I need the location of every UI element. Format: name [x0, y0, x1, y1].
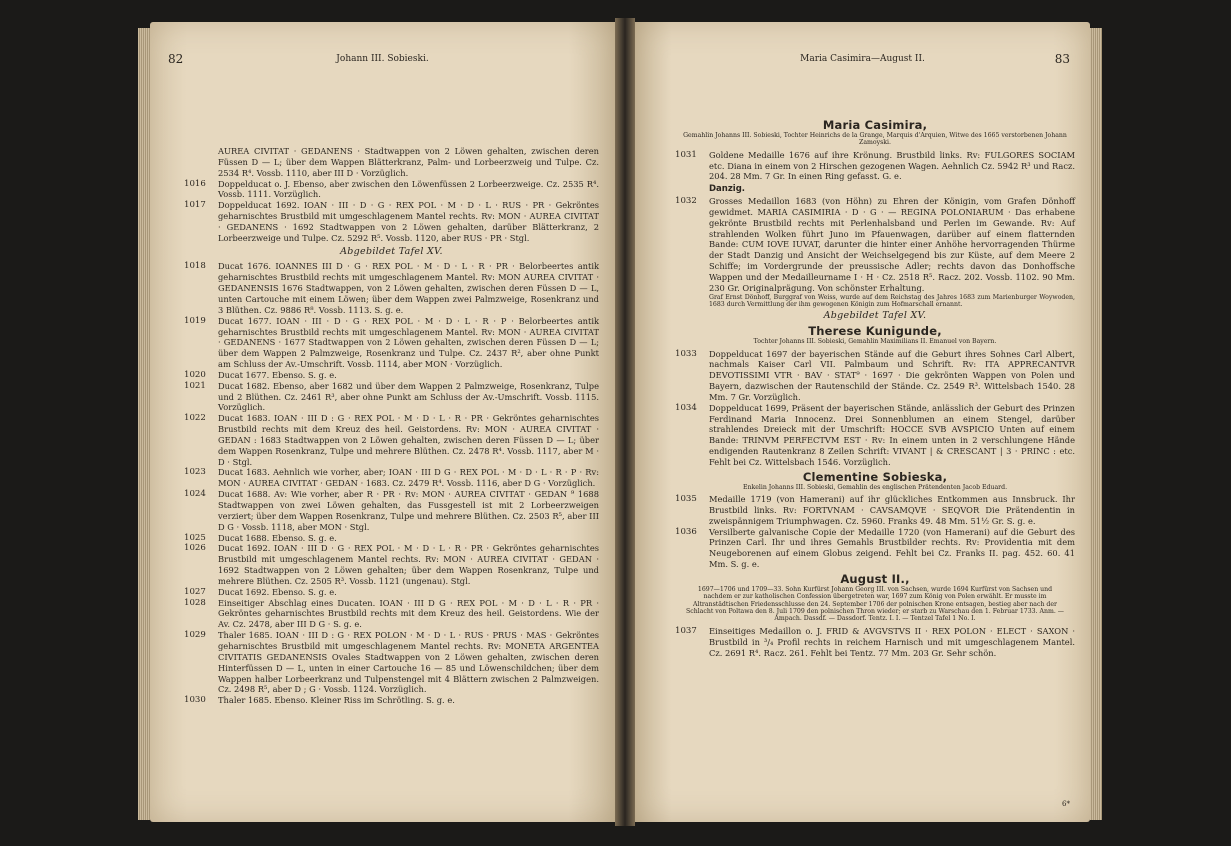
entry-number: 1022	[184, 413, 206, 424]
catalog-entry	[675, 527, 1075, 570]
entry-number: 1028	[184, 597, 206, 608]
section-subtitle: Gemahlin Johanns III. Sobieski, Tochter Heinrichs de la Grange, Marquis d'Arquien, Witwe des 1665 verstorbenen Johann Zamoyski.	[683, 131, 1067, 147]
catalog-entry	[675, 349, 1075, 403]
catalog-entry	[184, 370, 599, 381]
catalog-entry	[184, 695, 599, 706]
plate-reference: Abgebildet Tafel XV.	[823, 310, 927, 322]
entry-number: 1024	[184, 489, 206, 500]
entry-number: 1036	[675, 526, 697, 537]
entry-number: 1020	[184, 369, 206, 380]
entry-text: Ducat 1688. Av: Wie vorher, aber R · PR · Rv: MON · AUREA CIVITAT · GEDAN ⁹ 1688 Stadtwappen von zwei Löwen gehalten, das Fussgestell ist mit 2 Lorbeerzweigen verziert; über dem Wappen Rosenkranz, Tulpe und mehrere Blüthen. Cz. 2503 R⁵, aber III D G · Vossb. 1118, aber MON · Stgl.	[218, 489, 599, 532]
right-column	[675, 116, 1075, 658]
plate-reference: Abgebildet Tafel XV.	[340, 245, 443, 257]
entry-number: 1019	[184, 315, 206, 326]
running-head: Johann III. Sobieski.	[336, 54, 429, 64]
entry-number: 1034	[675, 402, 697, 413]
entry-number: 1032	[675, 196, 697, 207]
continued-entry: AUREA CIVITAT · GEDANENS · Stadtwappen von 2 Löwen gehalten, zwischen deren Füssen D — L; über dem Wappen Blätterkranz, Palm- und Lorbeerzweig und Tulpe. Cz. 2534 R⁴. Vossb. 1110, aber III D · Vorzüglich.	[218, 146, 599, 178]
catalog-entry	[184, 467, 599, 489]
catalog-entry	[184, 200, 599, 243]
section-subtitle: 1697—1706 und 1709—33. Sohn Kurfürst Johann Georg III. von Sachsen, wurde 1694 Kurfürst von Sachsen und nachdem er zur katholischen Confession übergetreten war, 1697 zum König von Polen erwählt. Er musste im Altranstädtischen Friedensschlusse den 24. September 1706 der polnischen Krone entsagen, bestieg aber nach der Schlacht von Poltawa den 8. Juli 1709 den polnischen Thron wieder; er starb zu Warschau den 1. Februar 1733. Anm. — Ampach. Dassdf. — Dassdorf. Tentz. I. I. — Tentzel Tafel 1 No. I.	[686, 585, 1064, 623]
catalog-entry	[184, 179, 599, 201]
section-title: Clementine Sobieska,	[802, 469, 948, 484]
entry-text: Goldene Medaille 1676 auf ihre Krönung. Brustbild links. Rv: FULGORES SOCIAM etc. Diana in einem von 2 Hirschen gezogenen Wagen. Aehnlich Cz. 5942 R³ und Racz. 204. 28 Mm. 7 Gr. In einen Ring gefasst. G. e.	[709, 149, 1075, 182]
entry-number: 1027	[184, 586, 206, 597]
catalog-entry	[184, 381, 599, 414]
catalog-entry	[184, 587, 599, 598]
right-page	[635, 22, 1090, 822]
entry-text: Versilberte galvanische Copie der Medaille 1720 (von Hamerani) auf die Geburt des Prinzen Carl. Ihr und ihres Gemahls Brustbilder rechts. Rv: Providentia mit dem Neugeborenen auf einem Globus zeigend. Fehlt bei Cz. Franks II. pag. 452. 60. 41 Mm. S. g. e.	[709, 526, 1075, 570]
page-number: 83	[1054, 52, 1070, 66]
footnote: Graf Ernst Dönhoff, Burggraf von Weiss, wurde auf dem Reichstag des Jahres 1683 zum Marienburger Woywoden, 1683 durch Vermittlung der ihm gewogenen Königin zum Hofmarschall ernannt.	[709, 293, 1075, 309]
book-gutter	[615, 18, 635, 826]
left-column	[184, 146, 599, 706]
running-head: Maria Casimira—August II.	[800, 54, 925, 64]
left-page-edges	[138, 28, 150, 820]
entry-number: 1021	[184, 380, 206, 391]
entry-text: Doppelducat 1692. IOAN · III · D · G · REX POL · M · D · L · RUS · PR · Gekröntes geharnischtes Brustbild mit umgeschlagenem Mantel rechts. Rv: MON · AUREA CIVITAT · GEDANENS · 1692 Stadtwappen von 2 Löwen gehalten, darüber Blätterkranz, 2 Lorbeerzweige und Tulpe. Cz. 5292 R⁵. Vossb. 1120, aber RUS · PR · Stgl.	[218, 200, 599, 243]
section-title: Therese Kunigunde,	[808, 324, 942, 339]
entry-text: Ducat 1692. Ebenso. S. g. e.	[218, 586, 337, 597]
signature-mark: 6*	[1062, 800, 1070, 808]
section-title: Maria Casimira,	[822, 118, 928, 132]
entry-text: Ducat 1692. IOAN · III D · G · REX POL · M · D · L · R · PR · Gekröntes geharnischtes Brustbild mit umgeschlagenem Mantel rechts. Rv: MON · AUREA CIVITAT · GEDAN · 1692 Stadtwappen von 2 Löwen gehalten; über dem Wappen Rosenkranz, Tulpe und mehrere Blüthen. Cz. 2505 R³. Vossb. 1121 (ungenau). Stgl.	[218, 543, 599, 586]
entry-text: Ducat 1677. IOAN · III · D · G · REX POL · M · D · L · R · P · Belorbeertes antik geharnischtes Brustbild rechts mit umgeschlagenem Mantel. Rv: MON · AUREA CIVITAT · GEDANENS · 1677 Stadtwappen von 2 Löwen gehalten, zwischen deren Füssen D — L; über dem Wappen 2 Palmzweige, Rosenkranz und Tulpe. Cz. 2437 R², aber ohne Punkt am Schluss der Av.-Umschrift. Vossb. 1114, aber MON · Vorzüglich.	[218, 315, 599, 370]
catalog-entry	[184, 533, 599, 544]
entry-text: Ducat 1688. Ebenso. S. g. e.	[218, 532, 337, 543]
catalog-entry	[675, 150, 1075, 183]
entry-text: Grosses Medaillon 1683 (von Höhn) zu Ehren der Königin, vom Grafen Dönhoff gewidmet. MARIA CASIMIRIA · D · G · — REGINA POLONIARUM · Das erhabene gekrönte Brustbild rechts mit Perlenhalsband und Perlen im Gewande. Rv: Auf strahlenden Wolken führt Juno im Pfauenwagen, darüber auf einem flatternden Bande: CUM IOVE IUVAT, darunter die hinter einer Anhöhe hervorragenden Thürme der Stadt Danzig und Ansicht der Weichselgegend bis zur Küste, auf dem Meere 2 Schiffe; im Vordergrunde der preussische Adler; rechts davon das Donhoffsche Wappen und der Medailleurname I · H · Cz. 2518 R⁵. Racz. 202. Vossb. 1102. 90 Mm. 230 Gr. Originalprägung. Von schönster Erhaltung.	[709, 196, 1075, 293]
entry-number: 1025	[184, 532, 206, 543]
catalog-entry	[675, 626, 1075, 659]
right-page-edges	[1090, 28, 1102, 820]
entry-text: Thaler 1685. IOAN · III D : G · REX POLON · M · D · L · RUS · PRUS · MAS · Gekröntes geharnischtes Brustbild mit umgeschlagenem Mantel rechts. Rv: MONETA ARGENTEA CIVITATIS GEDANENSIS Ovales Stadtwappen von 2 Löwen gehalten, zwischen deren Hinterfüssen D — L, unten in einer Cartouche 16 — 85 und Löwenschildchen; über dem Wappen halber Lorbeerkranz und Tulpenstengel mit 4 Blättern zwischen 2 Palmzweigen. Cz. 2498 R⁵, aber D ; G · Vossb. 1124. Vorzüglich.	[218, 630, 599, 695]
entry-number: 1029	[184, 630, 206, 641]
entry-text: Medaille 1719 (von Hamerani) auf ihr glückliches Entkommen aus Innsbruck. Ihr Brustbild links. Rv: FORTVNAM · CAVSAMQVE · SEQVOR Die Prätendentin in zweispännigem Triumphwagen. Cz. 5960. Franks 49. 48 Mm. 51½ Gr. S. g. e.	[709, 494, 1075, 526]
catalog-entry	[184, 316, 599, 370]
entry-number: 1018	[184, 261, 206, 272]
catalog-entry	[184, 489, 599, 532]
subheading: Danzig.	[709, 184, 746, 195]
entry-text: Doppelducat o. J. Ebenso, aber zwischen den Löwenfüssen 2 Lorbeerzweige. Cz. 2535 R⁴. Vossb. 1111. Vorzüglich.	[218, 178, 599, 200]
entry-number: 1033	[675, 348, 697, 359]
catalog-entry	[184, 413, 599, 467]
entry-number: 1023	[184, 467, 206, 478]
catalog-entry	[184, 598, 599, 631]
catalog-entry	[184, 630, 599, 695]
section-subtitle: Enkelin Johanns III. Sobieski, Gemahlin des englischen Prätendenten Jacob Eduard.	[742, 483, 1008, 491]
catalog-entry	[675, 196, 1075, 294]
entry-text: Ducat 1683. IOAN · III D : G · REX POL · M · D · L · R · PR · Gekröntes geharnischtes Brustbild rechts mit dem Kreuz des heil. Geistordens. Rv: MON · AUREA CIVITAT · GEDAN : 1683 Stadtwappen von 2 Löwen gehalten, zwischen deren Füssen D — L; über dem Wappen Rosenkranz, Tulpe und mehrere Blüthen. Cz. 2478 R⁴. Vossb. 1117, aber M · D · Stgl.	[218, 413, 599, 467]
section-title: August II.,	[840, 571, 910, 586]
entry-text: Doppelducat 1697 der bayerischen Stände auf die Geburt ihres Sohnes Carl Albert, nachmals Kaiser Carl VII. Palmbaum und Schrift. Rv: ITA APPRECANTVR DEVOTISSIMI VTR · BAV · STAT⁹ · 1697 · Die gekrönten Wappen von Polen und Bayern, dazwischen der Rautenschild der Stände. Cz. 2549 R³. Wittelsbach 1540. 28 Mm. 7 Gr. Vorzüglich.	[709, 348, 1075, 402]
left-page	[150, 22, 615, 822]
entry-text: Einseitiger Abschlag eines Ducaten. IOAN · III D G · REX POL · M · D · L · R · PR · Gekröntes geharnischtes Brustbild rechts mit dem Kreuz des heil. Geistordens. Wie der Av. Cz. 2478, aber III D G · S. g. e.	[218, 597, 599, 630]
entry-text: Thaler 1685. Ebenso. Kleiner Riss im Schrötling. S. g. e.	[218, 695, 455, 706]
catalog-entry	[675, 494, 1075, 527]
page-number: 82	[168, 52, 184, 66]
entry-number: 1031	[675, 149, 697, 160]
entry-number: 1017	[184, 200, 206, 211]
entry-number: 1030	[184, 695, 206, 706]
catalog-entry	[184, 543, 599, 586]
entry-text: Ducat 1682. Ebenso, aber 1682 und über dem Wappen 2 Palmzweige, Rosenkranz, Tulpe und 2 Blüthen. Cz. 2461 R³, aber ohne Punkt am Schluss der Av.-Umschrift. Vossb. 1115. Vorzüglich.	[218, 380, 599, 413]
section-subtitle: Tochter Johanns III. Sobieski, Gemahlin Maximilians II. Emanuel von Bayern.	[753, 338, 997, 346]
entry-text: Ducat 1677. Ebenso. S. g. e.	[218, 369, 337, 380]
entry-number: 1026	[184, 543, 206, 554]
entry-number: 1037	[675, 625, 697, 636]
entry-number: 1035	[675, 494, 697, 505]
entry-text: Einseitiges Medaillon o. J. FRID & AVGVSTVS II · REX POLON · ELECT · SAXON · Brustbild in ³/₄ Profil rechts in reichem Harnisch und mit umgeschlagenem Mantel. Cz. 2691 R⁴. Racz. 261. Fehlt bei Tentz. 77 Mm. 203 Gr. Sehr schön.	[709, 625, 1075, 658]
entry-text: Doppelducat 1699, Präsent der bayerischen Stände, anlässlich der Geburt des Prinzen Ferdinand Maria Innocenz. Drei Sonnenblumen an einem Stengel, darüber strahlendes Dreieck mit der Umschrift: HOCCE SVB AVSPICIO Unten auf einem Bande: TRINVM PERFECTVM EST · Rv: In einem unten in 2 verschlungene Hände endigenden Rautenkranz 8 Zeilen Schrift: VIVANT | & CRESCANT | 3 · PRINC : etc. Fehlt bei Cz. Wittelsbach 1546. Vorzüglich.	[709, 402, 1075, 467]
catalog-entry	[184, 261, 599, 315]
entry-text: Ducat 1676. IOANNES III D · G · REX POL · M · D · L · R · PR · Belorbeertes antik geharnischtes Brustbild rechts mit umgeschlagenem Mantel. Rv: MON AUREA CIVITAT · GEDANENSIS 1676 Stadtwappen, von 2 Löwen gehalten, zwischen deren Füssen D — L, unten Cartouche mit einem Löwen; über dem Wappen zwei Palmzweige, Rosenkranz und 3 Blüthen. Cz. 9886 R⁸. Vossb. 1113. S. g. e.	[218, 261, 599, 315]
entry-number: 1016	[184, 178, 206, 189]
entry-text: Ducat 1683. Aehnlich wie vorher, aber; IOAN · III D G · REX POL · M · D · L · R · P · Rv: MON · AUREA CIVITAT · GEDAN · 1683. Cz. 2479 R⁴. Vossb. 1116, aber D G · Vorzüglich.	[218, 467, 599, 489]
catalog-entry	[675, 403, 1075, 468]
